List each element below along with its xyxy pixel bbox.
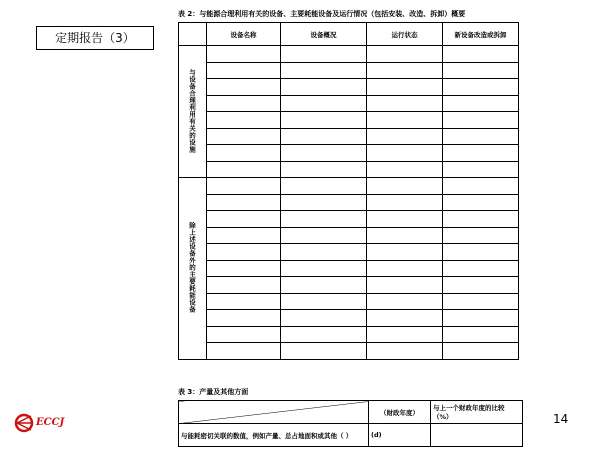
table-cell bbox=[443, 178, 519, 195]
table-row bbox=[179, 211, 519, 228]
table-cell bbox=[207, 343, 281, 360]
table-row bbox=[179, 326, 519, 343]
table-row bbox=[179, 62, 519, 79]
table-cell bbox=[443, 145, 519, 162]
table-cell bbox=[443, 326, 519, 343]
table-cell bbox=[367, 62, 443, 79]
eccj-logo bbox=[14, 411, 84, 435]
group2-label-cell bbox=[179, 178, 207, 360]
table-cell bbox=[367, 95, 443, 112]
table-cell bbox=[207, 161, 281, 178]
header-equipment-name: 设备名称 bbox=[207, 23, 281, 46]
table3-caption: 表 3：产量及其他方面 bbox=[178, 388, 249, 396]
table-cell bbox=[207, 112, 281, 129]
table-cell bbox=[281, 46, 367, 63]
table-cell bbox=[281, 128, 367, 145]
table-row bbox=[179, 244, 519, 261]
table-row bbox=[179, 46, 519, 63]
table-row bbox=[179, 260, 519, 277]
header-operation-status: 运行状态 bbox=[367, 23, 443, 46]
comparison-header: 与上一个财政年度的比较 （%） bbox=[431, 401, 523, 424]
table-cell bbox=[443, 79, 519, 96]
table-cell bbox=[443, 260, 519, 277]
table-cell bbox=[207, 277, 281, 294]
logo-text: ECCJ bbox=[36, 417, 65, 428]
table-cell bbox=[207, 79, 281, 96]
table-cell bbox=[443, 46, 519, 63]
table-cell bbox=[281, 112, 367, 129]
table-cell bbox=[281, 310, 367, 327]
table-cell bbox=[207, 62, 281, 79]
group2-label: 除上述设备外的主要耗能设备 bbox=[188, 221, 196, 313]
table-row bbox=[179, 227, 519, 244]
table-cell bbox=[367, 145, 443, 162]
table-header-row bbox=[179, 401, 523, 424]
table-row bbox=[179, 145, 519, 162]
table-cell bbox=[281, 79, 367, 96]
table2-caption: 表 2：与能源合理利用有关的设备、主要耗能设备及运行情况（包括安装、改造、拆卸）概要 bbox=[178, 10, 466, 18]
table-row bbox=[179, 79, 519, 96]
table-cell bbox=[367, 178, 443, 195]
fiscal-year-header: （财政年度） bbox=[369, 401, 431, 424]
table-cell bbox=[443, 62, 519, 79]
table-cell bbox=[281, 326, 367, 343]
table-cell bbox=[207, 95, 281, 112]
table-cell bbox=[207, 326, 281, 343]
group1-label: 与设备合理利用有关的设施 bbox=[188, 68, 196, 153]
comparison-value-cell bbox=[431, 424, 523, 447]
header-equipment-overview: 设备概况 bbox=[281, 23, 367, 46]
eccj-logo-icon bbox=[14, 411, 36, 435]
table-row bbox=[179, 343, 519, 360]
table-cell bbox=[281, 194, 367, 211]
table-cell bbox=[367, 194, 443, 211]
table-cell bbox=[367, 260, 443, 277]
table-cell bbox=[367, 227, 443, 244]
table-cell bbox=[281, 293, 367, 310]
table-row bbox=[179, 194, 519, 211]
diagonal-header-cell bbox=[179, 401, 369, 424]
table-cell bbox=[281, 145, 367, 162]
table-cell bbox=[207, 194, 281, 211]
table-cell bbox=[367, 310, 443, 327]
table-cell bbox=[443, 95, 519, 112]
table-cell bbox=[443, 112, 519, 129]
table-cell bbox=[281, 161, 367, 178]
table-cell bbox=[367, 293, 443, 310]
table-cell bbox=[443, 277, 519, 294]
table-cell bbox=[443, 128, 519, 145]
energy-related-value-label: 与能耗密切关联的数值，例如产量、总占地面积或其他（ ） bbox=[179, 424, 369, 447]
table-cell bbox=[367, 46, 443, 63]
production-table bbox=[178, 400, 523, 447]
table-cell bbox=[207, 310, 281, 327]
table-row bbox=[179, 95, 519, 112]
table-header-row bbox=[179, 23, 519, 46]
table-cell bbox=[281, 95, 367, 112]
page-number: 14 bbox=[553, 412, 569, 426]
group1-label-cell bbox=[179, 46, 207, 178]
table-cell bbox=[443, 310, 519, 327]
table-cell bbox=[443, 194, 519, 211]
table-cell bbox=[367, 128, 443, 145]
table-row bbox=[179, 112, 519, 129]
table-cell bbox=[281, 178, 367, 195]
table-cell bbox=[367, 343, 443, 360]
table-cell bbox=[207, 211, 281, 228]
table-cell bbox=[207, 46, 281, 63]
table-cell bbox=[443, 293, 519, 310]
table-cell bbox=[281, 260, 367, 277]
table-cell bbox=[367, 112, 443, 129]
table-cell bbox=[207, 244, 281, 261]
table-row bbox=[179, 178, 519, 195]
table-row bbox=[179, 128, 519, 145]
report-label: 定期报告（3） bbox=[36, 26, 154, 50]
table-cell bbox=[281, 62, 367, 79]
table-cell bbox=[281, 244, 367, 261]
table-row bbox=[179, 161, 519, 178]
table-cell bbox=[281, 227, 367, 244]
table-cell bbox=[367, 326, 443, 343]
table-cell bbox=[443, 161, 519, 178]
table-row bbox=[179, 424, 523, 447]
table-cell bbox=[207, 145, 281, 162]
table-cell bbox=[207, 128, 281, 145]
table-cell bbox=[443, 244, 519, 261]
table-cell bbox=[207, 227, 281, 244]
table-cell bbox=[281, 211, 367, 228]
table-row bbox=[179, 293, 519, 310]
table-cell bbox=[367, 161, 443, 178]
table-cell bbox=[207, 178, 281, 195]
table-cell bbox=[207, 293, 281, 310]
table-cell bbox=[443, 227, 519, 244]
table-cell bbox=[443, 211, 519, 228]
table-row bbox=[179, 277, 519, 294]
table-cell bbox=[367, 79, 443, 96]
table-cell bbox=[281, 343, 367, 360]
table-cell bbox=[367, 244, 443, 261]
table-cell bbox=[281, 277, 367, 294]
table-cell bbox=[367, 277, 443, 294]
equipment-table bbox=[178, 22, 519, 360]
table-cell bbox=[207, 260, 281, 277]
table-cell bbox=[443, 343, 519, 360]
header-new-equipment: 新设备改造或拆卸 bbox=[443, 23, 519, 46]
unit-cell: (d) bbox=[369, 424, 431, 447]
table-cell bbox=[367, 211, 443, 228]
header-blank-cell bbox=[179, 23, 207, 46]
table-row bbox=[179, 310, 519, 327]
